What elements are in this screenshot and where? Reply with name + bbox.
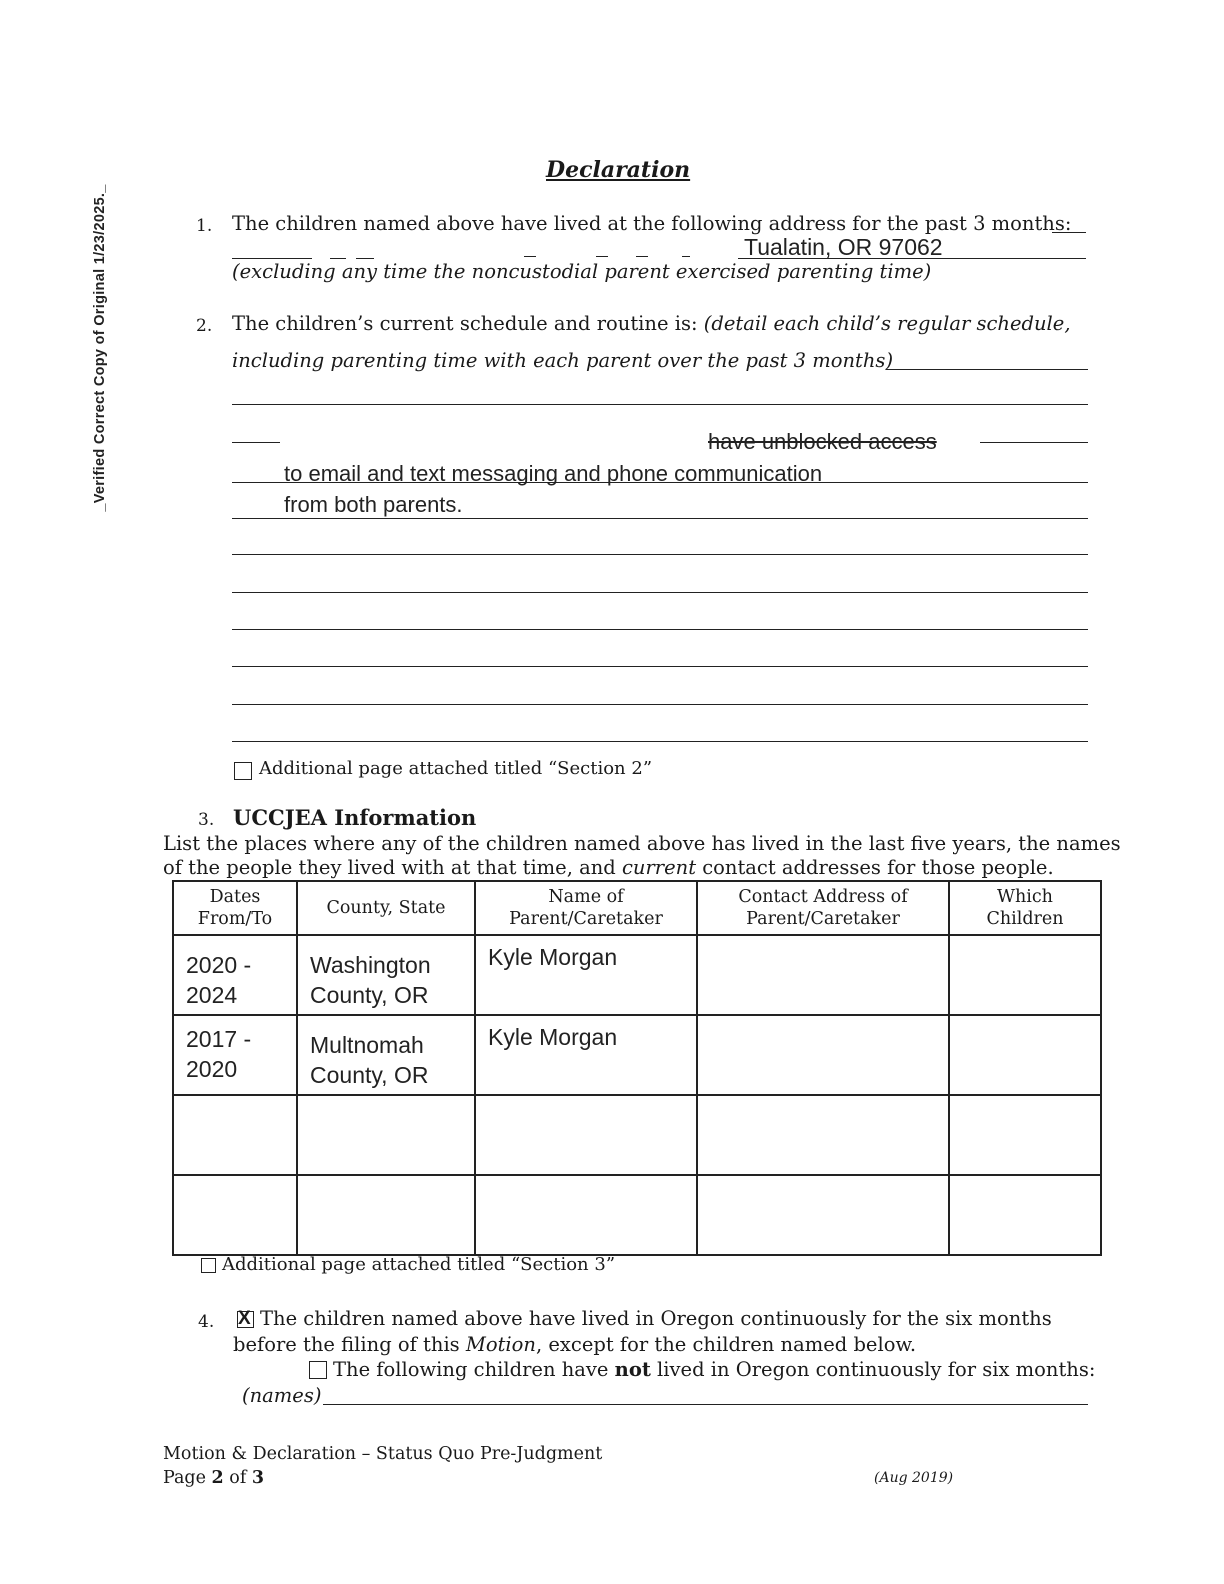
cell-dates[interactable] [173, 1095, 297, 1175]
footer-form-title: Motion & Declaration – Status Quo Pre-Judgment [163, 1444, 603, 1464]
cell-children[interactable] [949, 1175, 1101, 1255]
item-2-handwritten-strikethrough: have unblocked access [708, 429, 937, 454]
item-3-heading: UCCJEA Information [233, 805, 477, 830]
cell-children[interactable] [949, 1015, 1101, 1095]
item-1-dash [682, 256, 690, 257]
item-1-text: The children named above have lived at the following address for the past 3 months: [232, 212, 1072, 235]
item-2-handwritten-line3: from both parents. [284, 492, 463, 517]
item-1-dash [232, 258, 312, 259]
item-4-line2: before the filing of this Motion, except for the children named below. [233, 1333, 917, 1356]
item-3-intro-line2: of the people they lived with at that time, and current contact addresses for those people. [163, 856, 1054, 879]
item-2-line [980, 442, 1088, 443]
item-4-number: 4. [198, 1312, 215, 1332]
item-1-dash [596, 256, 608, 257]
section-2-attachment-label: Additional page attached titled “Section 2” [259, 758, 653, 779]
item-2-text-line2: including parenting time with each parent over the past 3 months) [232, 349, 894, 372]
cell-address[interactable] [697, 1015, 949, 1095]
item-2-text: The children’s current schedule and routine is: (detail each child’s regular schedule, [232, 312, 1071, 335]
table-row [173, 1015, 1101, 1095]
cell-name[interactable]: Kyle Morgan [475, 1015, 697, 1095]
item-3-number: 3. [198, 810, 215, 830]
verification-stamp: _Verified Correct Copy of Original 1/23/2025._ [92, 184, 108, 512]
column-header-county: County, State [297, 881, 475, 935]
cell-name[interactable] [475, 1175, 697, 1255]
item-2-line [232, 404, 1088, 405]
cell-name[interactable]: Kyle Morgan [475, 935, 697, 1015]
cell-dates[interactable] [173, 1175, 297, 1255]
item-1-dash [524, 256, 536, 257]
table-row [173, 935, 1101, 1015]
column-header-children: Which Children [949, 881, 1101, 935]
item-1-dash [636, 256, 648, 257]
item-2-line [232, 442, 280, 443]
item-2-line [232, 704, 1088, 705]
item-2-line [232, 666, 1088, 667]
item-4-line1: The children named above have lived in Oregon continuously for the six months [260, 1307, 1052, 1330]
cell-dates[interactable]: 2017 - 2020 [173, 1015, 297, 1095]
item-2-handwritten-line2: to email and text messaging and phone communication [284, 461, 823, 486]
footer-page-number: Page 2 of 3 [163, 1468, 265, 1488]
cell-address[interactable] [697, 1095, 949, 1175]
cell-county[interactable]: Washington County, OR [297, 935, 475, 1015]
cell-county[interactable]: Multnomah County, OR [297, 1015, 475, 1095]
section-2-attachment-checkbox[interactable] [234, 762, 252, 780]
item-2-line [232, 741, 1088, 742]
cell-children[interactable] [949, 1095, 1101, 1175]
table-header-row [173, 881, 1101, 935]
item-2-line [232, 518, 1088, 519]
item-1-dash [356, 258, 374, 259]
names-input-line[interactable] [323, 1404, 1088, 1405]
item-1-dash [330, 258, 346, 259]
item-4-checkbox-checked[interactable] [237, 1308, 254, 1329]
column-header-name: Name of Parent/Caretaker [475, 881, 697, 935]
table-row [173, 1175, 1101, 1255]
cell-children[interactable] [949, 935, 1101, 1015]
cell-name[interactable] [475, 1095, 697, 1175]
cell-address[interactable] [697, 935, 949, 1015]
column-header-address: Contact Address of Parent/Caretaker [697, 881, 949, 935]
page-title: Declaration [546, 157, 691, 183]
uccjea-table [172, 880, 1102, 1256]
item-1-blank-line-a [1052, 232, 1086, 233]
cell-dates[interactable]: 2020 - 2024 [173, 935, 297, 1015]
item-2-number: 2. [196, 316, 213, 336]
item-4-subline: The following children have not lived in Oregon continuously for six months: [333, 1358, 1096, 1381]
item-2-line [232, 629, 1088, 630]
item-3-intro-line1: List the places where any of the children named above has lived in the last five years, the names [163, 832, 1121, 855]
section-3-attachment-checkbox[interactable] [201, 1258, 216, 1273]
item-2-line [886, 369, 1088, 370]
cell-county[interactable] [297, 1175, 475, 1255]
column-header-dates: Dates From/To [173, 881, 297, 935]
cell-county[interactable] [297, 1095, 475, 1175]
item-2-line [232, 592, 1088, 593]
item-1-number: 1. [196, 216, 213, 236]
not-lived-in-oregon-checkbox[interactable] [309, 1361, 327, 1379]
cell-address[interactable] [697, 1175, 949, 1255]
names-label: (names) [242, 1384, 322, 1407]
section-3-attachment-label: Additional page attached titled “Section 3” [222, 1254, 616, 1275]
item-2-line [232, 554, 1088, 555]
check-mark-icon: X [238, 1308, 251, 1329]
item-1-note: (excluding any time the noncustodial parent exercised parenting time) [232, 260, 932, 283]
table-row [173, 1095, 1101, 1175]
item-1-address-handwritten: Tualatin, OR 97062 [744, 234, 943, 260]
footer-revision-date: (Aug 2019) [874, 1470, 954, 1486]
